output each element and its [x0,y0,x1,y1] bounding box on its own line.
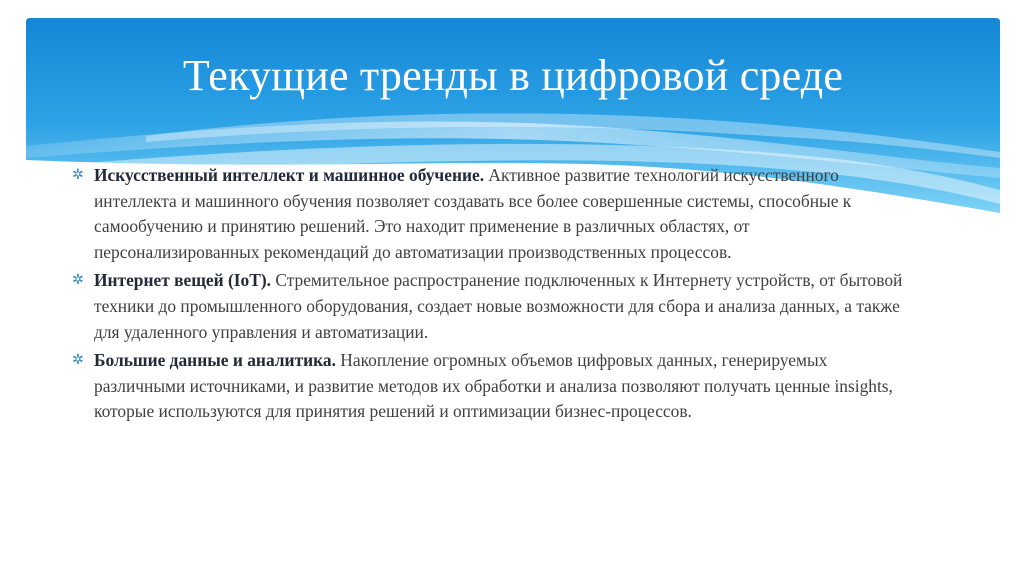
bullet-text: Стремительное распространение подключенных к Интернету устройств, от бытовой техники до промышленного оборудования, создает новые возможности для сбора и анализа данных, а также для удаленного управления и автоматизации. [94,270,903,342]
bullet-heading: Большие данные и аналитика. [94,350,336,371]
bullet-item-iot [72,268,912,345]
bullet-star-icon: ✲ [72,353,84,369]
bullet-item-big-data [72,348,912,425]
bullet-star-icon: ✲ [72,273,84,289]
bullet-text: Накопление огромных объемов цифровых данных, генерируемых различными источниками, и развитие методов их обработки и анализа позволяют получать ценные insights, которые используются для принятия решений и оптимизации бизнес-процессов. [94,350,893,422]
bullet-text: Активное развитие технологий искусственного интеллекта и машинного обучения позволяет создавать все более совершенные системы, способные к самообучению и принятию решений. Это находит применение в различных областях, от персонализированных рекомендаций до автоматизации производственных процессов. [94,165,852,262]
bullet-heading: Интернет вещей (IoT). [94,270,271,291]
bullet-star-icon: ✲ [72,168,84,183]
slide-title: Текущие тренды в цифровой среде [182,51,844,100]
bullet-heading: Искусственный интеллект и машинное обучение. [94,165,485,185]
bullet-list [72,163,912,428]
bullet-item-ai [72,163,912,265]
